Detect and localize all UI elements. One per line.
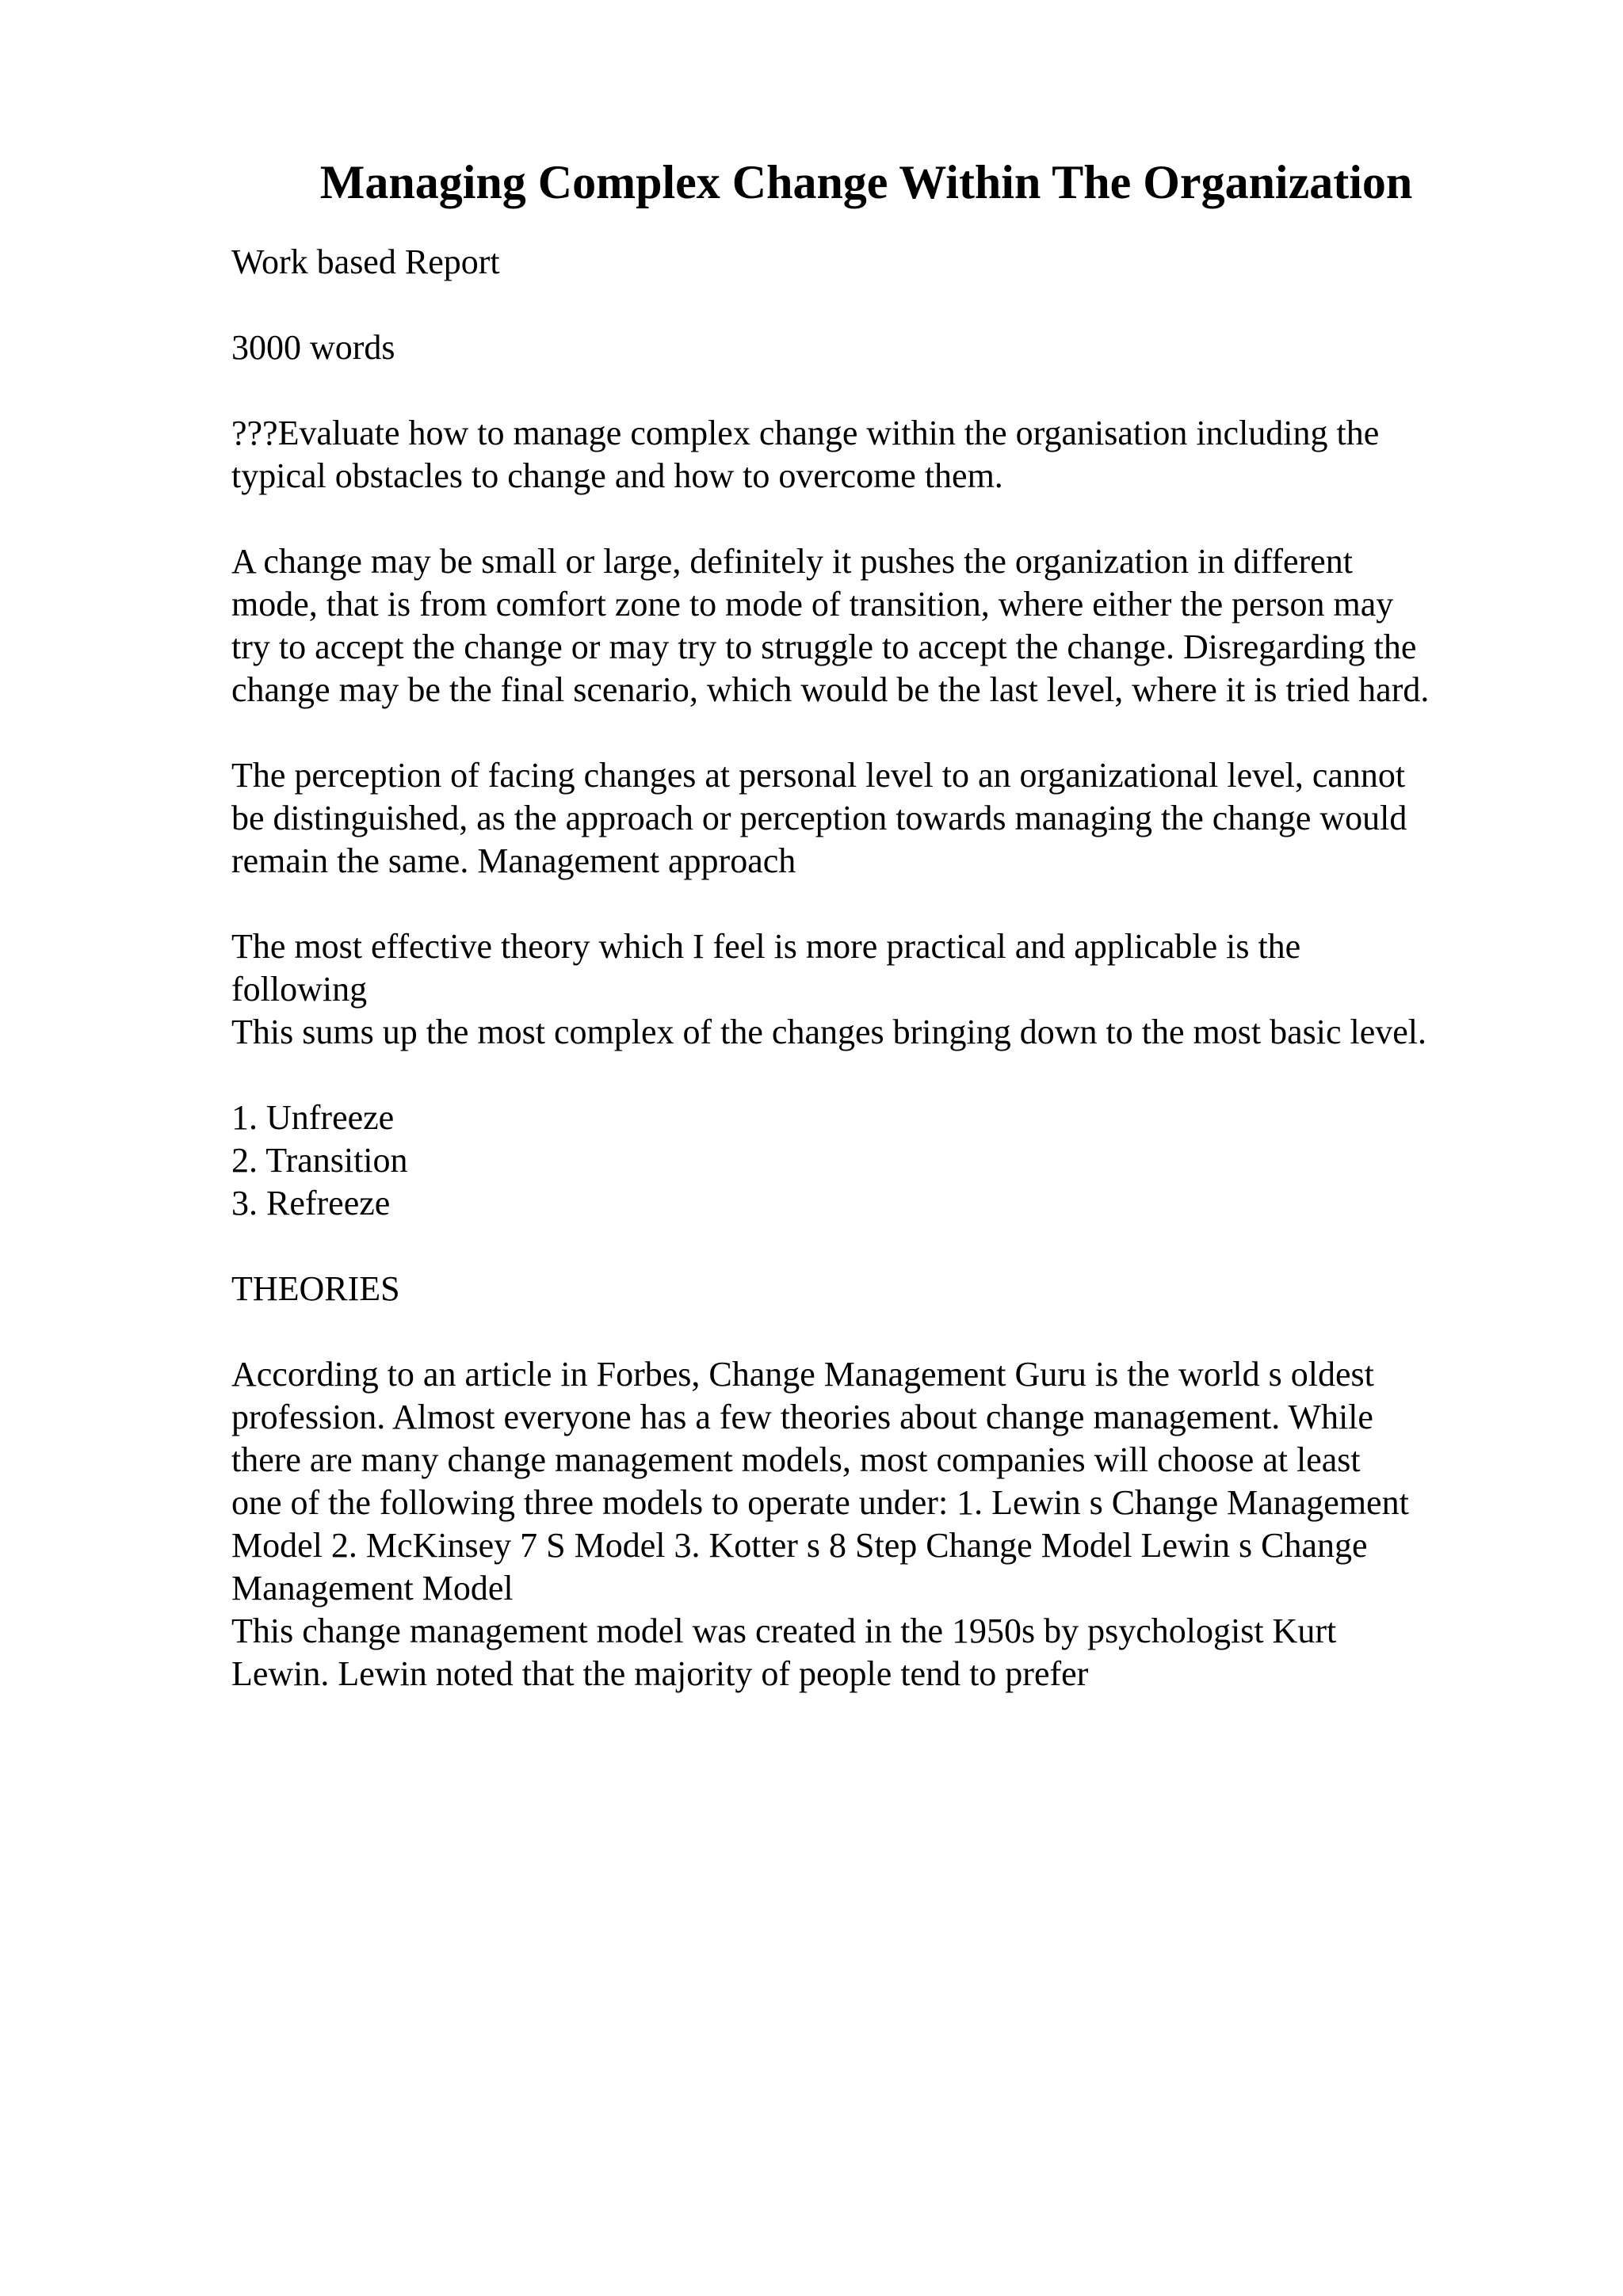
paragraph-perception [231, 754, 1594, 883]
text-line: The most effective theory which I feel is more practical and applicable is the [231, 927, 1301, 966]
paragraph-forbes-article [231, 1353, 1594, 1695]
text-line: try to accept the change or may try to struggle to accept the change. Disregarding the [231, 627, 1417, 666]
document-title: Managing Complex Change Within The Organization [319, 156, 1413, 208]
document-body [231, 241, 1594, 1738]
text-line: one of the following three models to operate under: 1. Lewin s Change Management [231, 1483, 1409, 1522]
paragraph-change-intro [231, 540, 1594, 711]
text-line: Model 2. McKinsey 7 S Model 3. Kotter s 8 Step Change Model Lewin s Change [231, 1526, 1368, 1565]
paragraph-report-type [231, 241, 1594, 284]
text-line: 3000 words [231, 328, 395, 367]
text-line: According to an article in Forbes, Change Management Guru is the world s oldest [231, 1355, 1374, 1394]
text-line: ???Evaluate how to manage complex change within the organisation including the [231, 414, 1380, 452]
text-line: be distinguished, as the approach or perception towards managing the change would [231, 799, 1407, 837]
paragraph-task-statement [231, 412, 1594, 498]
text-line: typical obstacles to change and how to overcome them. [231, 456, 1003, 495]
text-line: THEORIES [231, 1269, 400, 1308]
paragraph-word-count [231, 326, 1594, 369]
text-line: Lewin. Lewin noted that the majority of people tend to prefer [231, 1654, 1089, 1693]
text-line: Management Model [231, 1569, 514, 1608]
list-item: 1. Unfreeze [231, 1098, 395, 1137]
text-line: change may be the final scenario, which would be the last level, where it is tried hard. [231, 670, 1430, 709]
list-item: 2. Transition [231, 1141, 408, 1180]
text-line: A change may be small or large, definitely it pushes the organization in different [231, 542, 1353, 581]
list-item: 3. Refreeze [231, 1184, 391, 1222]
text-line: following [231, 970, 368, 1009]
text-line: mode, that is from comfort zone to mode of transition, where either the person may [231, 585, 1394, 624]
paragraph-effective-theory [231, 925, 1594, 1054]
text-line: there are many change management models, most companies will choose at least [231, 1440, 1361, 1479]
text-line: The perception of facing changes at personal level to an organizational level, cannot [231, 756, 1406, 795]
text-line: profession. Almost everyone has a few theories about change management. While [231, 1398, 1373, 1436]
text-line: Work based Report [231, 242, 500, 281]
text-line: This change management model was created in the 1950s by psychologist Kurt [231, 1611, 1337, 1650]
section-heading-theories [231, 1268, 1594, 1310]
numbered-list-steps [231, 1097, 1594, 1225]
text-line: remain the same. Management approach [231, 841, 796, 880]
text-line: This sums up the most complex of the changes bringing down to the most basic level. [231, 1013, 1426, 1051]
